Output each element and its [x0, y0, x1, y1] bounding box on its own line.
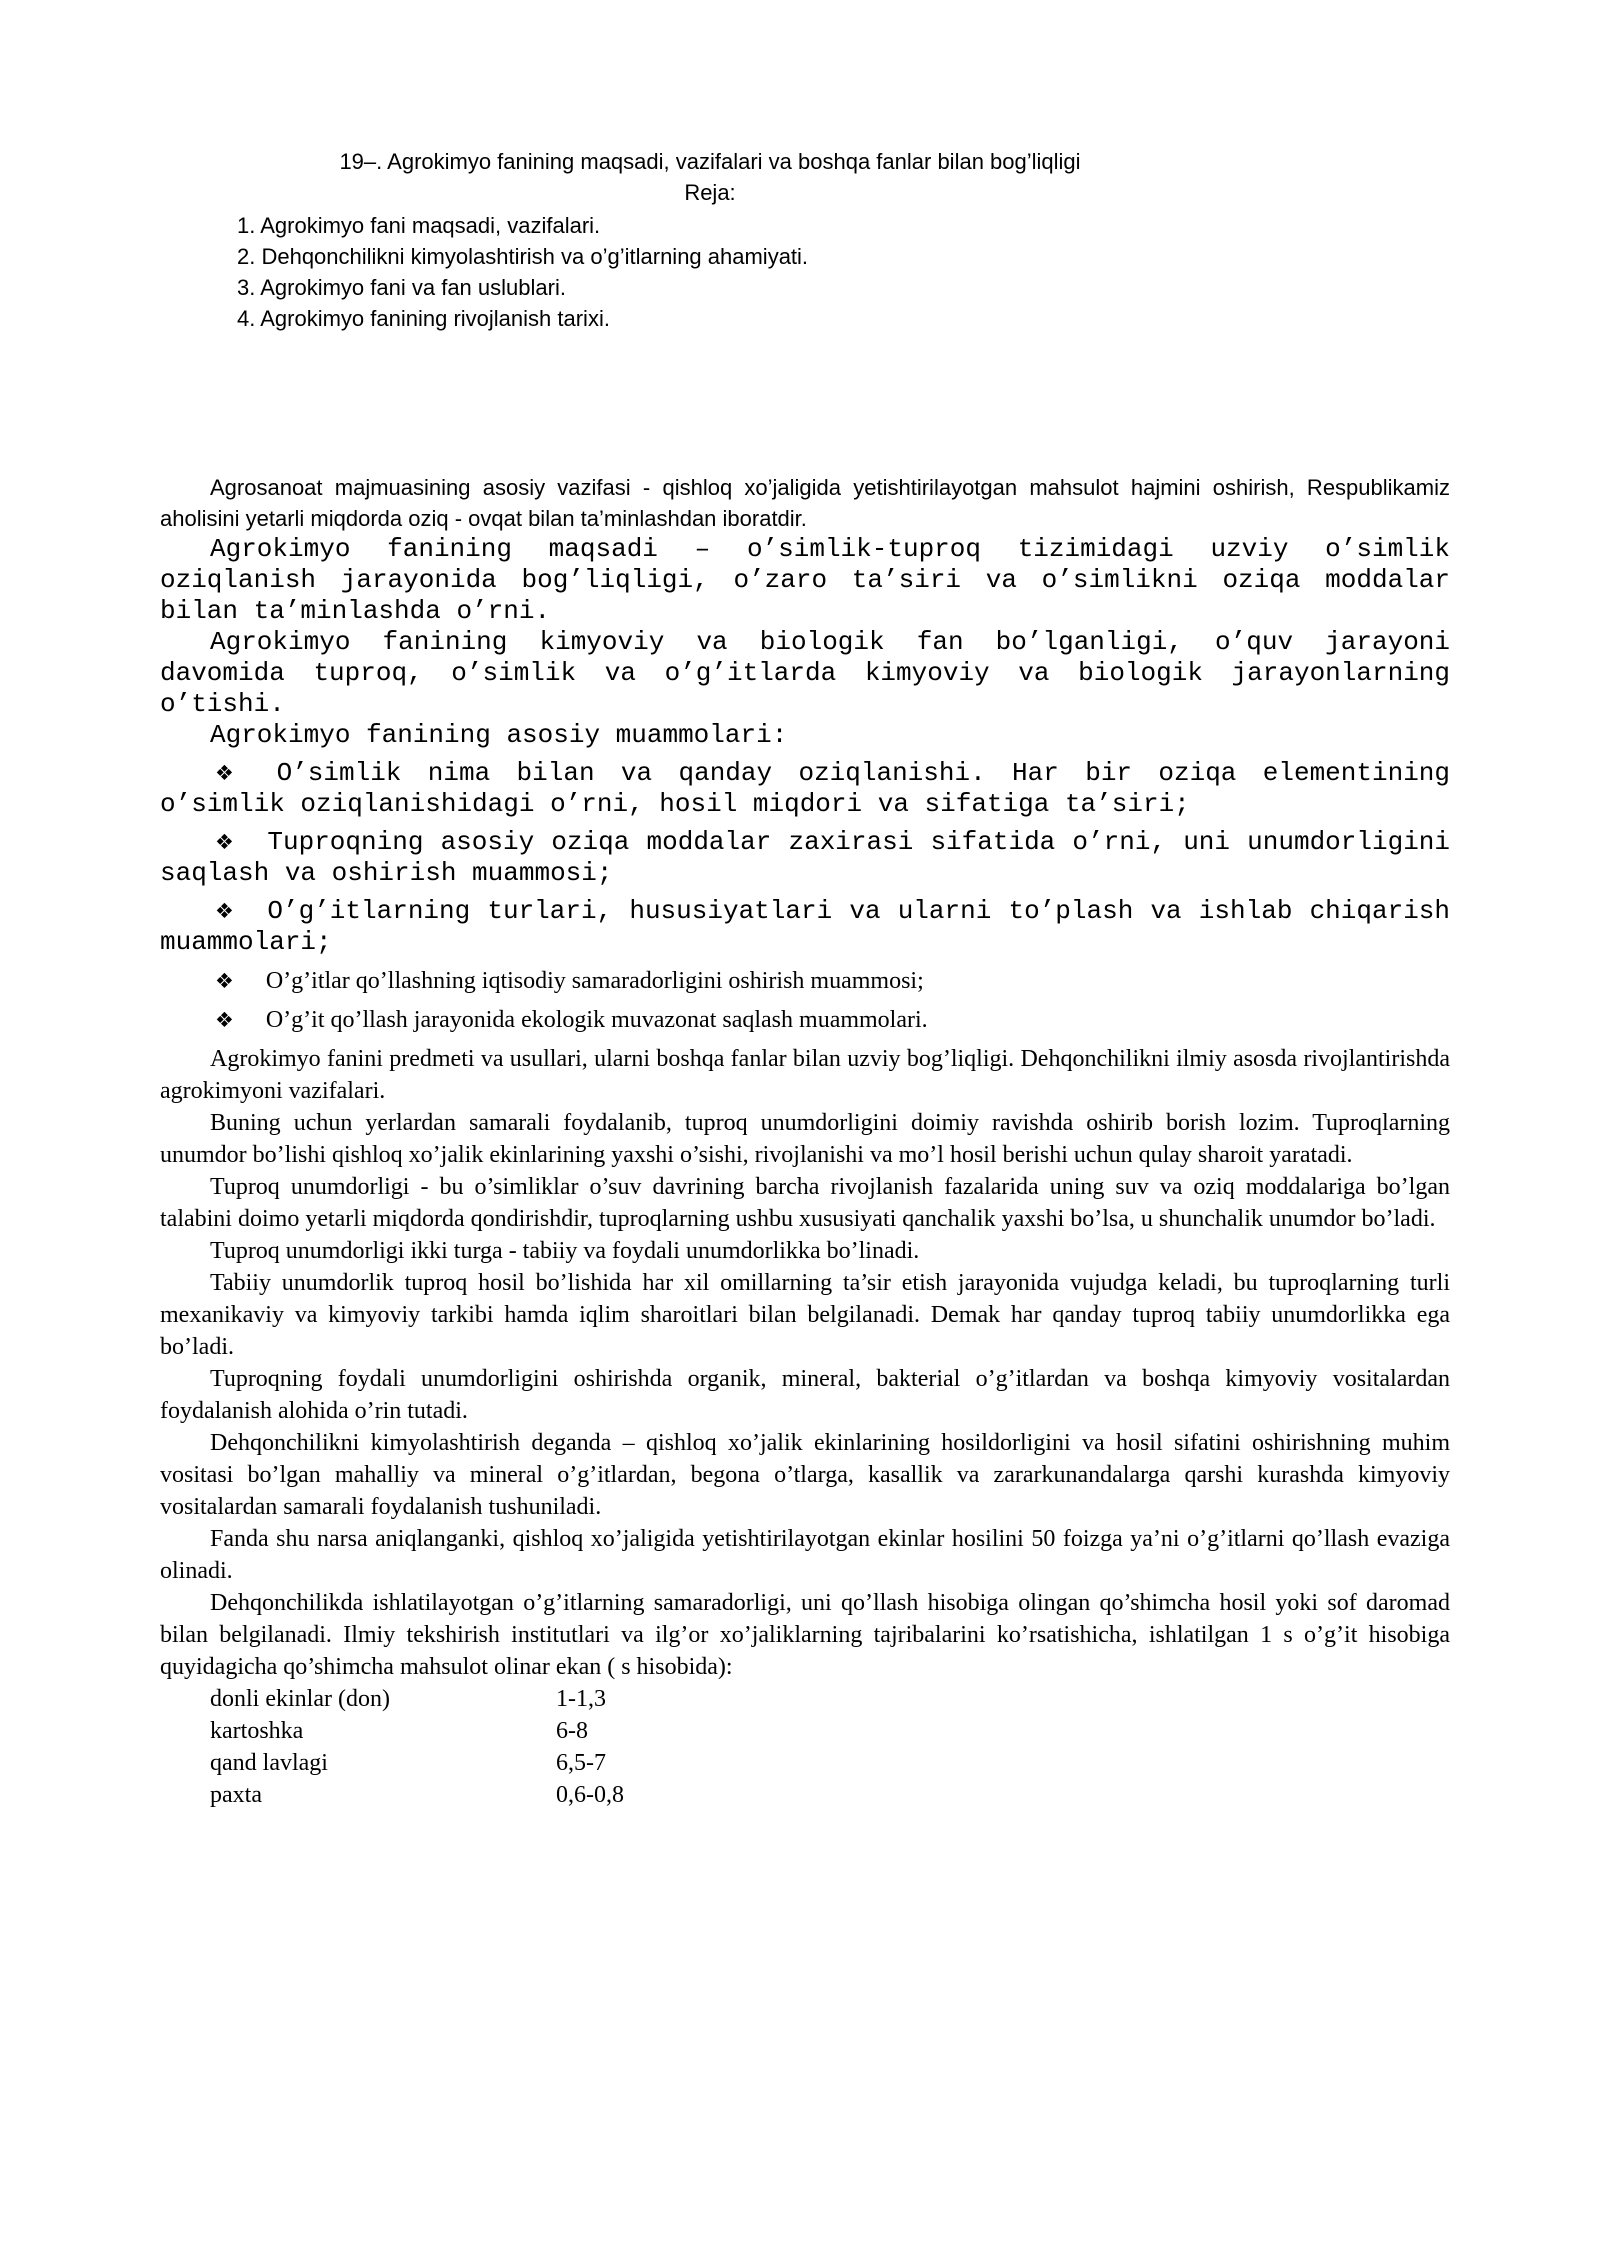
crop-value: 0,6-0,8 [556, 1782, 624, 1808]
document-heading [160, 146, 1260, 208]
mono-paragraph-1: Agrokimyo fanining maqsadi – o’simlik-tuproq tizimidagi uzviy o’simlik oziqlanish jarayonida bog’liqligi, o’zaro ta’siri va o’simlikni oziqa moddalar bilan ta’minlashda o’rni. [160, 534, 1450, 626]
diamond-bullet-icon: ❖ [215, 761, 245, 785]
crop-value: 1-1,3 [556, 1686, 606, 1712]
plan-item-1: 1. Agrokimyo fani maqsadi, vazifalari. [237, 213, 601, 238]
bullet-item-2 [160, 827, 1450, 889]
crop-value: 6-8 [556, 1718, 588, 1744]
bullet-item-1 [160, 758, 1450, 820]
body-paragraph-7: Dehqonchilikni kimyolashtirish deganda – qishloq xo’jalik ekinlarining hosildorligini va hosil sifatini oshirishning muhim vositasi bo’lgan mahalliy va mineral o’g’itlardan, begona o’tlarga, kasallik va zararkunandalarga qarshi kurashda kimyoviy vositalardan samarali foydalanish tushuniladi. [160, 1430, 1450, 1520]
plan-heading: Reja: [684, 180, 736, 205]
mono-paragraph-2: Agrokimyo fanining kimyoviy va biologik fan bo’lganligi, o’quv jarayoni davomida tuproq, o’simlik va o’g’itlarda kimyoviy va biologik jarayonlarning o’tishi. [160, 627, 1450, 719]
plan-list [237, 210, 1450, 334]
crop-name: paxta [210, 1782, 262, 1808]
bullet-text: Tuproqning asosiy oziqa moddalar zaxirasi sifatida o’rni, uni unumdorligini saqlash va oshirish muammosi; [160, 827, 1450, 888]
diamond-bullet-icon: ❖ [215, 830, 236, 854]
bullet-text: O’g’itlarning turlari, hususiyatlari va ularni to’plash va ishlab chiqarish muammolari; [160, 896, 1450, 957]
body-paragraph-4: Tuproq unumdorligi ikki turga - tabiiy va foydali unumdorlikka bo’linadi. [210, 1238, 920, 1264]
table-row [210, 1715, 1450, 1747]
body-paragraph-2: Buning uchun yerlardan samarali foydalanib, tuproq unumdorligini doimiy ravishda oshirib borish lozim. Tuproqlarning unumdor bo’lishi qishloq xo’jalik ekinlarining yaxshi o’sishi, rivojlanishi va mo’l hosil berishi uchun qulay sharoit yaratadi. [160, 1110, 1450, 1168]
plan-item-2: 2. Dehqonchilikni kimyolashtirish va o’g’itlarning ahamiyati. [237, 244, 809, 269]
crop-name: donli ekinlar (don) [210, 1686, 390, 1712]
body-paragraph-6: Tuproqning foydali unumdorligini oshirishda organik, mineral, bakterial o’g’itlardan va boshqa kimyoviy vositalardan foydalanish alohida o’rin tutadi. [160, 1366, 1450, 1424]
yield-table [210, 1683, 1450, 1811]
bullet-item-4 [160, 965, 1450, 997]
body-paragraph-3: Tuproq unumdorligi - bu o’simliklar o’suv davrining barcha rivojlanish fazalarida uning suv va oziq moddalariga bo’lgan talabini doimo yetarli miqdorda qondirishdir, tuproqlarning ushbu xususiyati qanchalik yaxshi bo’lsa, u shunchalik unumdor bo’ladi. [160, 1174, 1450, 1232]
bullet-text: O’simlik nima bilan va qanday oziqlanishi. Har bir oziqa elementining o’simlik oziqlanishidagi o’rni, hosil miqdori va sifatiga ta’siri; [160, 758, 1451, 819]
body-paragraph-1: Agrokimyo fanini predmeti va usullari, ularni boshqa fanlar bilan uzviy bog’liqligi. Dehqonchilikni ilmiy asosda rivojlantirishda agrokimyoni vazifalari. [160, 1046, 1450, 1104]
body-paragraph-9: Dehqonchilikda ishlatilayotgan o’g’itlarning samaradorligi, uni qo’llash hisobiga olingan qo’shimcha hosil yoki sof daromad bilan belgilanadi. Ilmiy tekshirish institutlari va ilg’or xo’jaliklarning tajribalarini ko’rsatishicha, ishlatilgan 1 s o’g’it hisobiga quyidagicha qo’shimcha mahsulot olinar ekan ( s hisobida): [160, 1590, 1450, 1680]
bullet-text: O’g’itlar qo’llashning iqtisodiy samaradorligini oshirish muammosi; [265, 968, 924, 994]
table-row [210, 1747, 1450, 1779]
diamond-bullet-icon: ❖ [215, 899, 236, 923]
plan-item-4: 4. Agrokimyo fanining rivojlanish tarixi. [237, 306, 610, 331]
crop-name: qand lavlagi [210, 1750, 328, 1776]
mono-paragraph-3: Agrokimyo fanining asosiy muammolari: [210, 720, 788, 750]
diamond-bullet-icon: ❖ [215, 969, 234, 993]
body-paragraph-5: Tabiiy unumdorlik tuproq hosil bo’lishida har xil omillarning ta’sir etish jarayonida vujudga keladi, bu tuproqlarning turli mexanikaviy va kimyoviy tarkibi hamda iqlim sharoitlari bilan belgilanadi. Demak har qanday tuproq tabiiy unumdorlikka ega bo’ladi. [160, 1270, 1450, 1360]
intro-paragraph: Agrosanoat majmuasining asosiy vazifasi - qishloq xo’jaligida yetishtirilayotgan mahsulot hajmini oshirish, Respublikamiz aholisini yetarli miqdorda oziq - ovqat bilan ta’minlashdan iboratdir. [160, 475, 1450, 531]
bullet-text: O’g’it qo’llash jarayonida ekologik muvazonat saqlash muammolari. [265, 1007, 928, 1033]
document-title: 19–. Agrokimyo fanining maqsadi, vazifalari va boshqa fanlar bilan bog’liqligi [339, 149, 1081, 174]
bullet-item-3 [160, 896, 1450, 958]
table-row [210, 1779, 1450, 1811]
diamond-bullet-icon: ❖ [215, 1008, 234, 1032]
crop-name: kartoshka [210, 1718, 304, 1744]
blank-space [160, 334, 1450, 472]
body-paragraph-8: Fanda shu narsa aniqlanganki, qishloq xo’jaligida yetishtirilayotgan ekinlar hosilini 50 foizga ya’ni o’g’itlarni qo’llash evaziga olinadi. [160, 1526, 1450, 1584]
plan-item-3: 3. Agrokimyo fani va fan uslublari. [237, 275, 566, 300]
crop-value: 6,5-7 [556, 1750, 606, 1776]
bullet-item-5 [160, 1004, 1450, 1036]
table-row [210, 1683, 1450, 1715]
